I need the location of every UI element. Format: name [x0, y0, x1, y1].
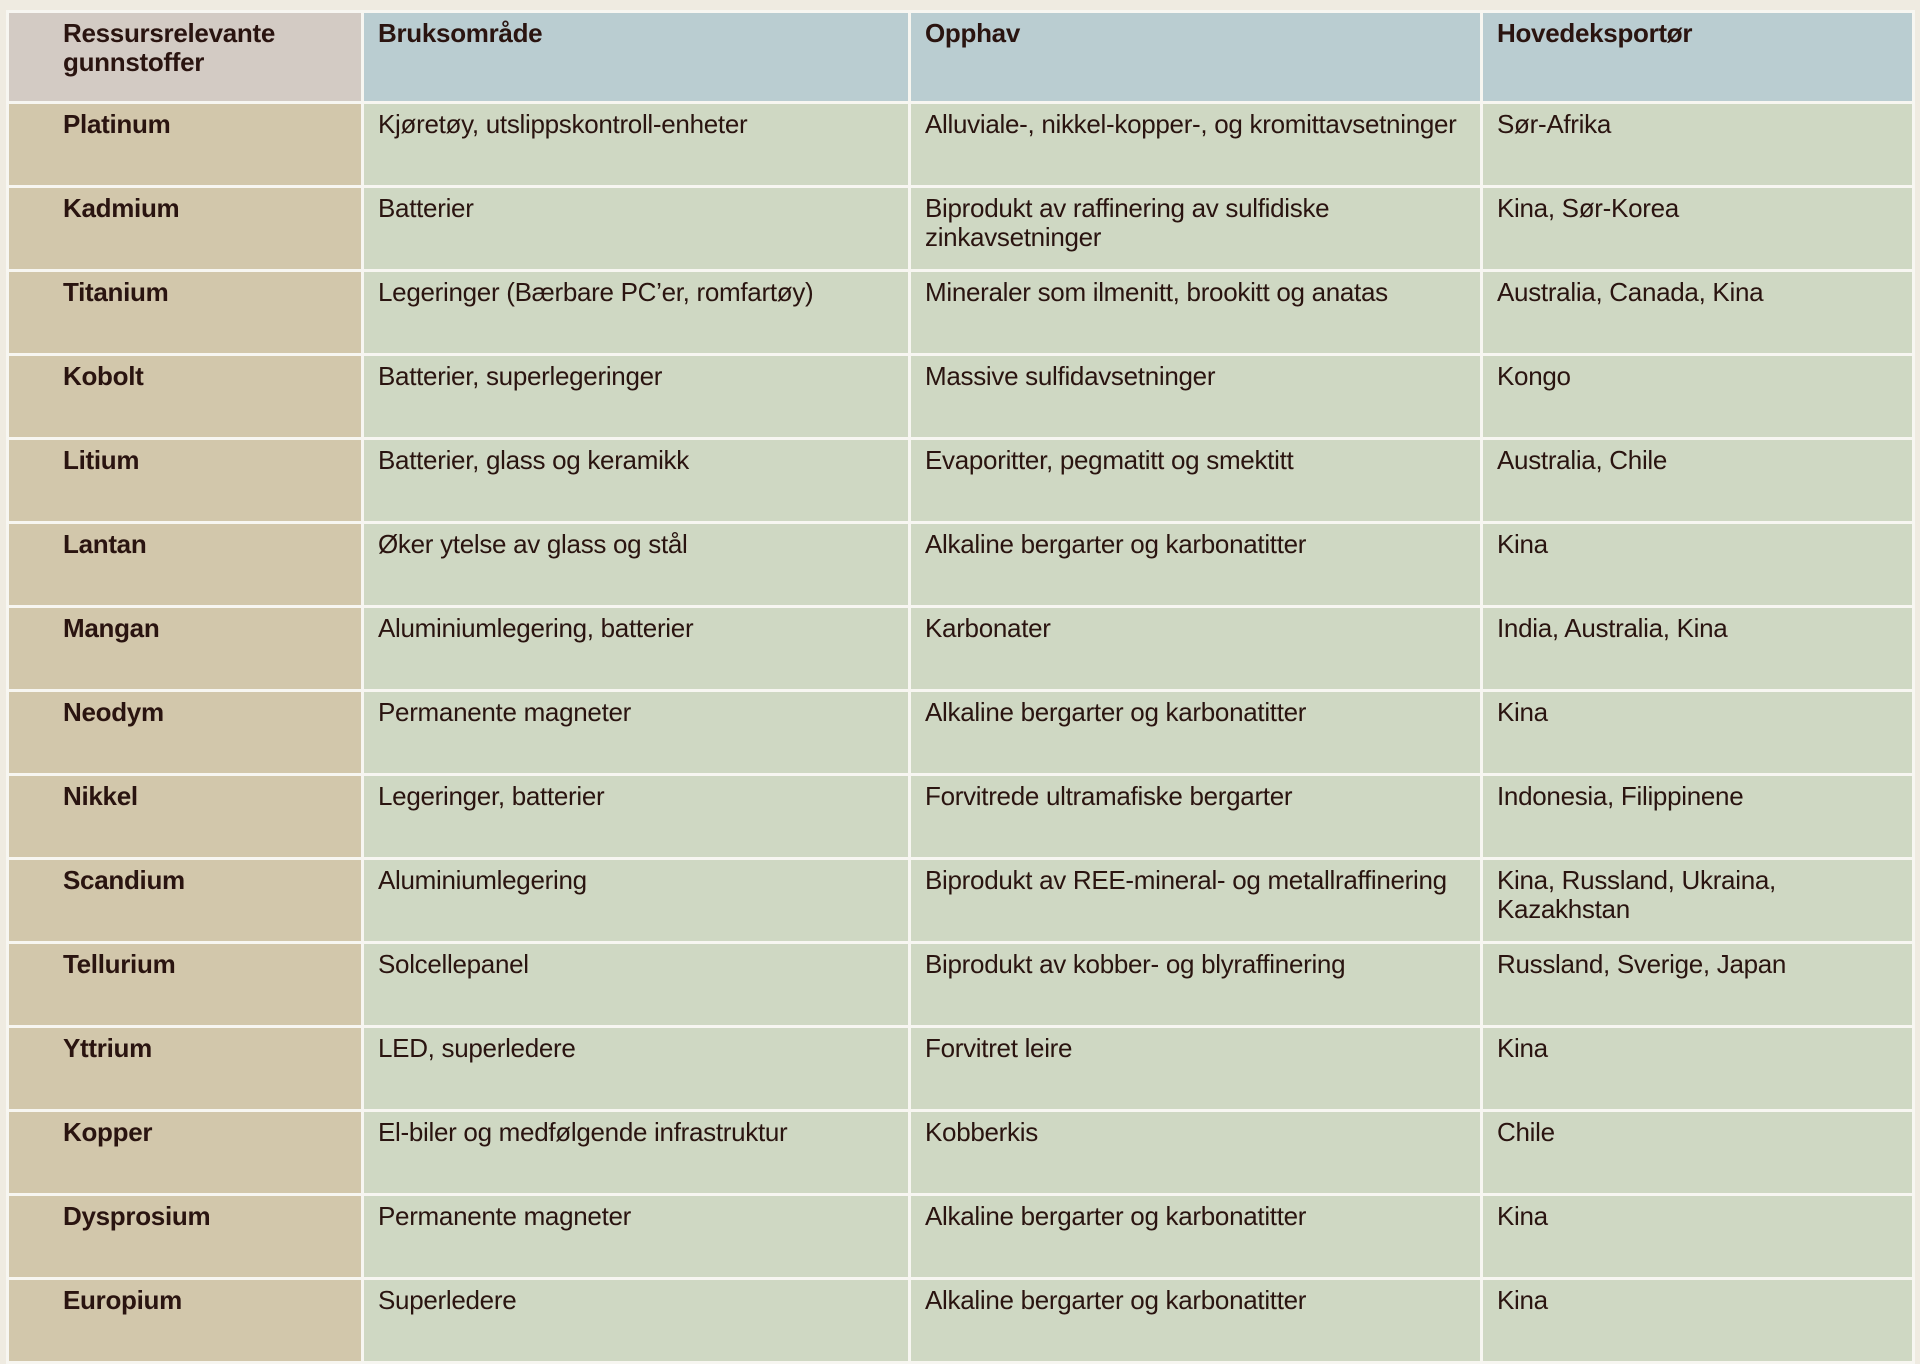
cell-origin: Alluviale-, nikkel-kopper-, og kromittavsetninger	[911, 104, 1480, 185]
cell-origin: Biprodukt av raffinering av sulfidiske zinkavsetninger	[911, 188, 1480, 269]
cell-use: LED, superledere	[364, 1028, 908, 1109]
table-row	[9, 440, 1912, 521]
cell-exporter: Kongo	[1483, 356, 1912, 437]
cell-exporter: Kina	[1483, 692, 1912, 773]
cell-origin: Karbonater	[911, 608, 1480, 689]
cell-origin: Forvitret leire	[911, 1028, 1480, 1109]
cell-use: Aluminiumlegering	[364, 860, 908, 941]
cell-origin: Mineraler som ilmenitt, brookitt og anatas	[911, 272, 1480, 353]
cell-origin: Massive sulfidavsetninger	[911, 356, 1480, 437]
cell-use: Superledere	[364, 1280, 908, 1361]
cell-origin: Forvitrede ultramafiske bergarter	[911, 776, 1480, 857]
cell-element: Kadmium	[9, 188, 361, 269]
cell-exporter: Australia, Chile	[1483, 440, 1912, 521]
table-row	[9, 1112, 1912, 1193]
table-row	[9, 1028, 1912, 1109]
header-row	[9, 13, 1912, 101]
table-row	[9, 608, 1912, 689]
cell-element: Mangan	[9, 608, 361, 689]
table-row	[9, 524, 1912, 605]
cell-use: Permanente magneter	[364, 692, 908, 773]
cell-element: Lantan	[9, 524, 361, 605]
table-row	[9, 272, 1912, 353]
cell-element: Yttrium	[9, 1028, 361, 1109]
cell-element: Nikkel	[9, 776, 361, 857]
cell-exporter: Chile	[1483, 1112, 1912, 1193]
table-row	[9, 692, 1912, 773]
cell-element: Tellurium	[9, 944, 361, 1025]
table-row	[9, 1196, 1912, 1277]
header-element: Ressursrelevante gunnstoffer	[9, 13, 361, 101]
cell-use: Legeringer, batterier	[364, 776, 908, 857]
cell-use: Legeringer (Bærbare PC’er, romfartøy)	[364, 272, 908, 353]
table-row	[9, 860, 1912, 941]
cell-exporter: Kina, Sør-Korea	[1483, 188, 1912, 269]
cell-use: Kjøretøy, utslippskontroll-enheter	[364, 104, 908, 185]
cell-element: Kobolt	[9, 356, 361, 437]
cell-exporter: Kina, Russland, Ukraina, Kazakhstan	[1483, 860, 1912, 941]
cell-exporter: Indonesia, Filippinene	[1483, 776, 1912, 857]
cell-origin: Kobberkis	[911, 1112, 1480, 1193]
cell-use: Permanente magneter	[364, 1196, 908, 1277]
cell-origin: Evaporitter, pegmatitt og smektitt	[911, 440, 1480, 521]
cell-exporter: Kina	[1483, 1196, 1912, 1277]
header-use: Bruksområde	[364, 13, 908, 101]
cell-exporter: Kina	[1483, 1280, 1912, 1361]
cell-exporter: India, Australia, Kina	[1483, 608, 1912, 689]
cell-element: Titanium	[9, 272, 361, 353]
cell-use: Solcellepanel	[364, 944, 908, 1025]
cell-origin: Alkaline bergarter og karbonatitter	[911, 524, 1480, 605]
cell-use: Batterier, superlegeringer	[364, 356, 908, 437]
cell-element: Litium	[9, 440, 361, 521]
table-row	[9, 104, 1912, 185]
cell-origin: Alkaline bergarter og karbonatitter	[911, 1280, 1480, 1361]
cell-use: Batterier	[364, 188, 908, 269]
cell-exporter: Russland, Sverige, Japan	[1483, 944, 1912, 1025]
table-row	[9, 356, 1912, 437]
cell-element: Neodym	[9, 692, 361, 773]
cell-use: Øker ytelse av glass og stål	[364, 524, 908, 605]
table-row	[9, 1280, 1912, 1361]
cell-origin: Biprodukt av kobber- og blyraffinering	[911, 944, 1480, 1025]
minerals-table	[6, 10, 1915, 1364]
table-row	[9, 944, 1912, 1025]
cell-exporter: Kina	[1483, 1028, 1912, 1109]
cell-element: Platinum	[9, 104, 361, 185]
cell-element: Kopper	[9, 1112, 361, 1193]
header-origin: Opphav	[911, 13, 1480, 101]
cell-element: Dysprosium	[9, 1196, 361, 1277]
table-row	[9, 188, 1912, 269]
cell-exporter: Kina	[1483, 524, 1912, 605]
cell-exporter: Australia, Canada, Kina	[1483, 272, 1912, 353]
cell-origin: Alkaline bergarter og karbonatitter	[911, 1196, 1480, 1277]
cell-element: Europium	[9, 1280, 361, 1361]
cell-use: Batterier, glass og keramikk	[364, 440, 908, 521]
cell-origin: Biprodukt av REE-mineral- og metallraffinering	[911, 860, 1480, 941]
cell-use: El-biler og medfølgende infrastruktur	[364, 1112, 908, 1193]
cell-element: Scandium	[9, 860, 361, 941]
minerals-table-frame	[6, 10, 1914, 1364]
table-row	[9, 776, 1912, 857]
cell-use: Aluminiumlegering, batterier	[364, 608, 908, 689]
cell-exporter: Sør-Afrika	[1483, 104, 1912, 185]
header-exporter: Hovedeksportør	[1483, 13, 1912, 101]
cell-origin: Alkaline bergarter og karbonatitter	[911, 692, 1480, 773]
